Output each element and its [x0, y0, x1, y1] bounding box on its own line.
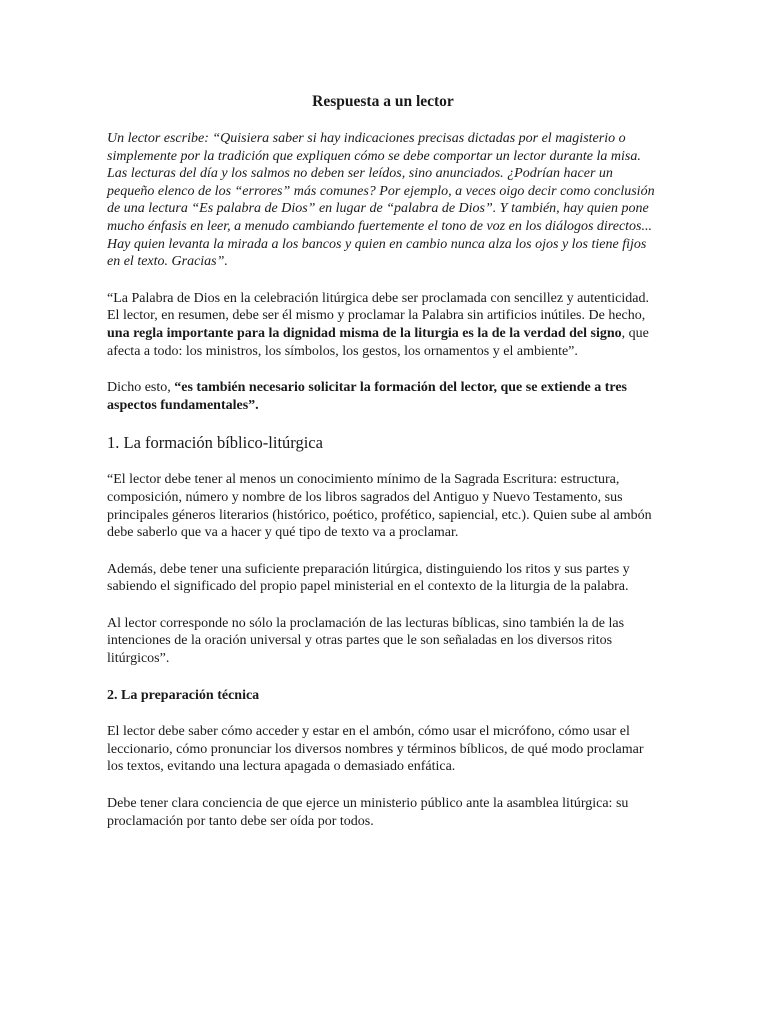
section-1-paragraph-3: Al lector corresponde no sólo la proclamación de las lecturas bíblicas, sino también la de las intenciones de la oración universal y otras partes que le son señaladas en los diversos ritos litúrgicos”.: [107, 615, 625, 667]
answer-paragraph-2-bold: “es también necesario solicitar la formación del lector, que se extiende a tres aspectos fundamentales”.: [107, 380, 627, 413]
section-1-paragraph-1: “El lector debe tener al menos un conocimiento mínimo de la Sagrada Escritura: estructura, composición, número y nombre de los libros sagrados del Antiguo y Nuevo Testamento, sus principales géneros literarios (histórico, poético, profético, sapiencial, etc.). Quien sube al ambón debe saberlo que va a hacer y qué tipo de texto va a proclamar.: [107, 472, 652, 541]
section-2-paragraph-2: Debe tener clara conciencia de que ejerce un ministerio público ante la asamblea litúrgica: su proclamación por tanto debe ser oída por todos.: [107, 796, 629, 829]
document-title: Respuesta a un lector: [312, 93, 454, 110]
answer-paragraph-1: [107, 290, 659, 360]
section-2-paragraph-1: El lector debe saber cómo acceder y estar en el ambón, cómo usar el micrófono, cómo usar el leccionario, cómo pronunciar los diversos nombres y términos bíblicos, de qué modo proclamar los textos, evitando una lectura apagada o demasiado enfática.: [107, 724, 644, 775]
reader-letter: Un lector escribe: “Quisiera saber si hay indicaciones precisas dictadas por el magisterio o simplemente por la tradición que expliquen cómo se debe comportar un lector durante la misa. Las lecturas del día y los salmos no deben ser leídos, sino anunciados. ¿Podrían hacer un pequeño elenco de los “errores” más comunes? Por ejemplo, a veces oigo decir como conclusión de una lectura “Es palabra de Dios” en lugar de “palabra de Dios”. Y también, hay quien pone mucho énfasis en leer, a menudo cambiando fuertemente el tono de voz en los diálogos directos... Hay quien levanta la mirada a los bancos y quien en cambio nunca alza los ojos y los tiene fijos en el texto. Gracias”.: [107, 131, 655, 270]
answer-paragraph-1-start: “La Palabra de Dios en la celebración litúrgica debe ser proclamada con sencillez y autenticidad. El lector, en resumen, debe ser él mismo y proclamar la Palabra sin artificios inútiles. De hecho,: [107, 290, 649, 324]
section-1-heading: 1. La formación bíblico-litúrgica: [107, 433, 323, 453]
answer-paragraph-2-start: Dicho esto,: [107, 380, 175, 396]
answer-paragraph-1-end: , que afecta a todo: los ministros, los símbolos, los gestos, los ornamentos y el ambiente”.: [107, 325, 649, 359]
answer-paragraph-1-bold: una regla importante para la dignidad misma de la liturgia es la de la verdad del signo: [107, 325, 622, 341]
section-2-heading: 2. La preparación técnica: [107, 687, 260, 703]
answer-paragraph-2: [107, 379, 659, 414]
section-1-paragraph-2: Además, debe tener una suficiente preparación litúrgica, distinguiendo los ritos y sus partes y sabiendo el significado del propio papel ministerial en el contexto de la liturgia de la palabra.: [107, 561, 630, 595]
document-page: [107, 92, 659, 849]
